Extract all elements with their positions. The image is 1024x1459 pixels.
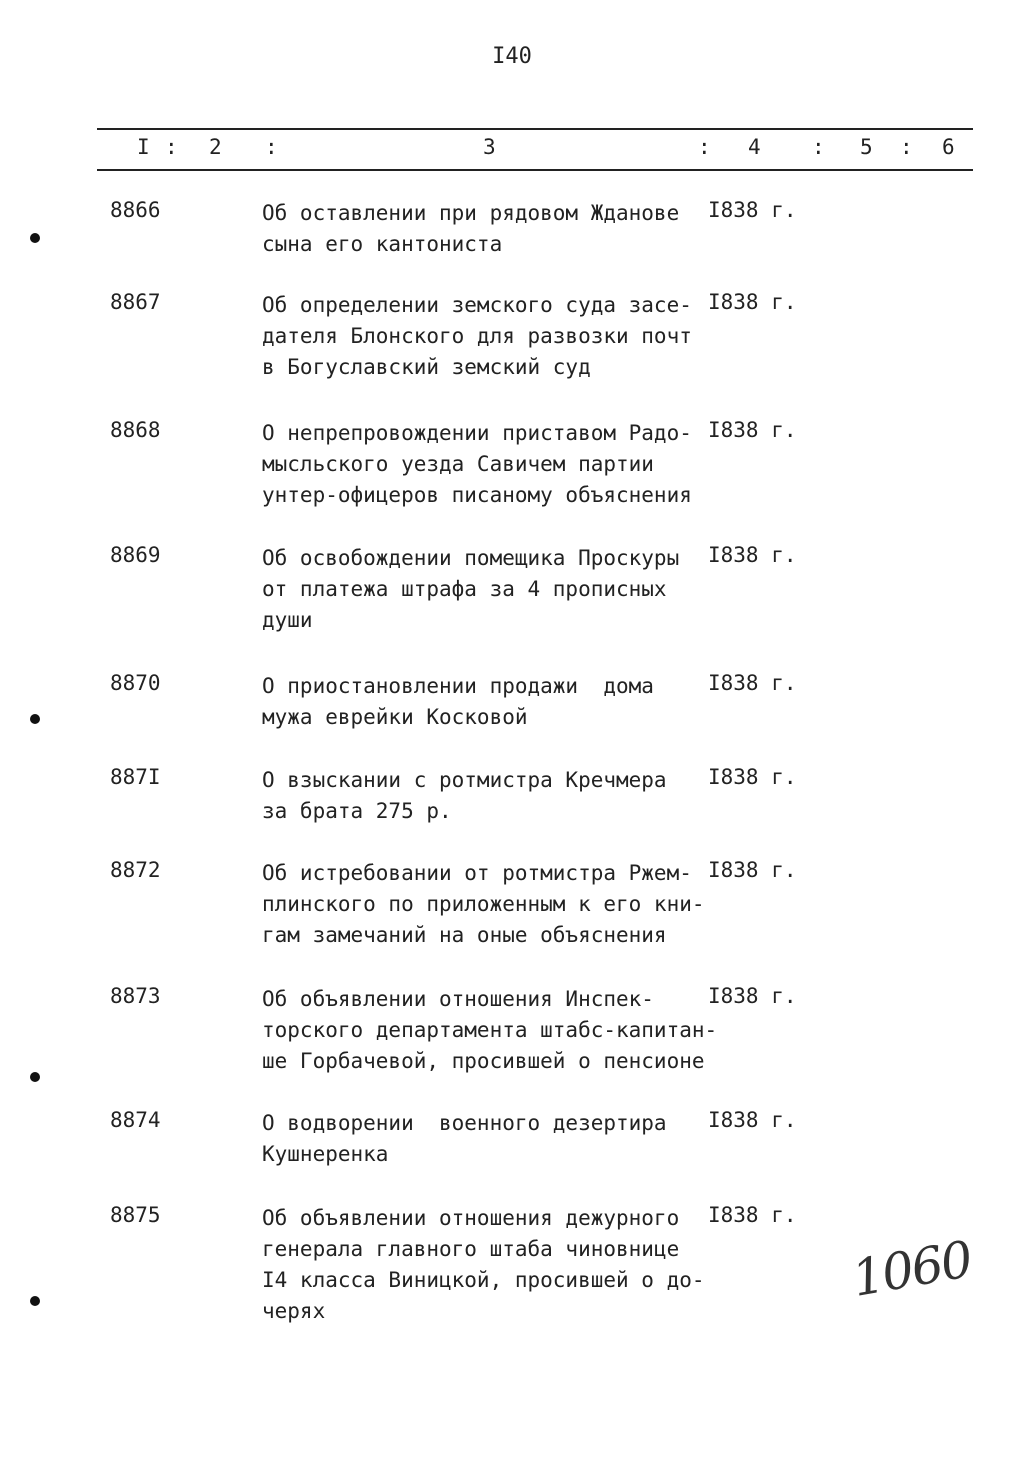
- case-date: I838 г.: [708, 858, 797, 882]
- case-date: I838 г.: [708, 1203, 797, 1227]
- case-number: 8870: [110, 671, 161, 695]
- case-title: О непрепровождении приставом Радо- мысльского уезда Савичем партии унтер-офицеров писаному объяснения: [262, 421, 692, 507]
- binding-hole-mark: [30, 1072, 40, 1082]
- case-date: I838 г.: [708, 543, 797, 567]
- case-date: I838 г.: [708, 671, 797, 695]
- case-number: 8875: [110, 1203, 161, 1227]
- binding-hole-mark: [30, 1296, 40, 1306]
- column-separator: :: [165, 135, 178, 159]
- case-number: 8866: [110, 198, 161, 222]
- case-number: 887I: [110, 765, 161, 789]
- binding-hole-mark: [30, 714, 40, 724]
- case-date: I838 г.: [708, 418, 797, 442]
- column-separator: :: [698, 135, 711, 159]
- case-number: 8868: [110, 418, 161, 442]
- case-number: 8874: [110, 1108, 161, 1132]
- case-title: Об определении земского суда засе- дателя Блонского для развозки почт в Богуславский земский суд: [262, 293, 692, 379]
- case-date: I838 г.: [708, 765, 797, 789]
- case-number: 8867: [110, 290, 161, 314]
- case-date: I838 г.: [708, 984, 797, 1008]
- case-title: О приостановлении продажи дома мужа еврейки Косковой: [262, 674, 654, 729]
- case-title: Об истребовании от ротмистра Ржем- плинского по приложенным к его кни- гам замечаний на оные объяснения: [262, 861, 705, 947]
- column-separator: :: [900, 135, 913, 159]
- column-header-5: 5: [860, 135, 873, 159]
- case-title: Об освобождении помещика Проскуры от платежа штрафа за 4 прописных души: [262, 546, 680, 632]
- column-header-1: I: [137, 135, 150, 159]
- column-header-4: 4: [748, 135, 761, 159]
- case-date: I838 г.: [708, 1108, 797, 1132]
- column-separator: :: [812, 135, 825, 159]
- case-title: Об оставлении при рядовом Жданове сына его кантониста: [262, 201, 680, 256]
- header-top-rule: [97, 128, 973, 130]
- case-number: 8872: [110, 858, 161, 882]
- case-date: I838 г.: [708, 290, 797, 314]
- column-separator: :: [265, 135, 278, 159]
- case-number: 8873: [110, 984, 161, 1008]
- binding-hole-mark: [30, 233, 40, 243]
- page-number: I40: [492, 44, 532, 69]
- case-date: I838 г.: [708, 198, 797, 222]
- header-bottom-rule: [97, 169, 973, 171]
- handwritten-folio-number: 1060: [847, 1230, 976, 1308]
- column-header-6: 6: [942, 135, 955, 159]
- case-title: Об объявлении отношения Инспек- торского департамента штабс-капитан- ше Горбачевой, просившей о пенсионе: [262, 987, 718, 1073]
- case-title: О водворении военного дезертира Кушнеренка: [262, 1111, 667, 1166]
- case-title: О взыскании с ротмистра Кречмера за брата 275 р.: [262, 768, 667, 823]
- case-title: Об объявлении отношения дежурного генерала главного штаба чиновнице I4 класса Виницкой, просившей о до- черях: [262, 1206, 705, 1323]
- case-number: 8869: [110, 543, 161, 567]
- column-header-2: 2: [209, 135, 222, 159]
- column-header-3: 3: [483, 135, 496, 159]
